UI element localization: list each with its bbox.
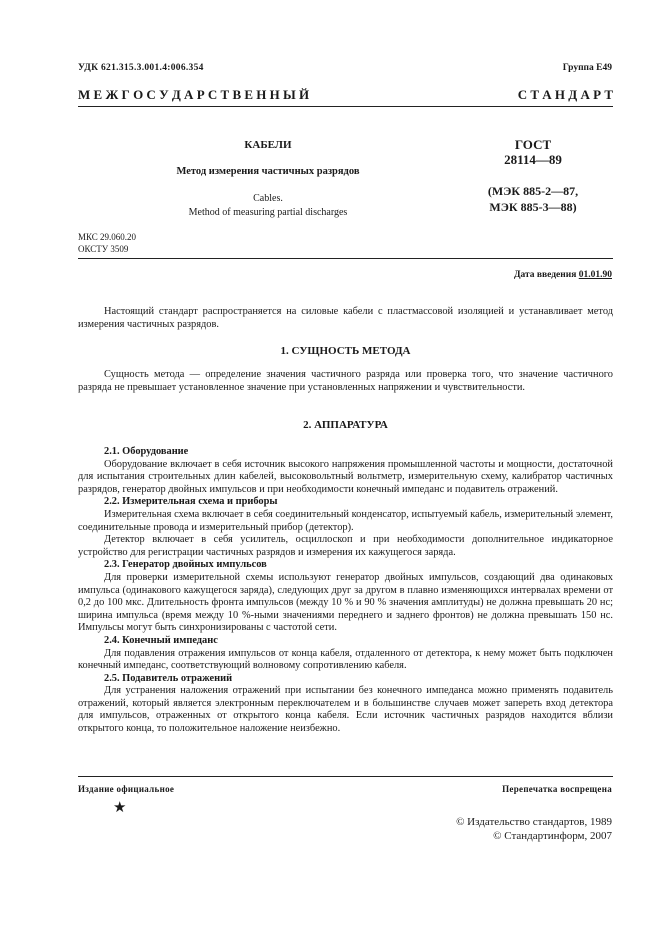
copyright-publisher: © Издательство стандартов, 1989 — [456, 816, 612, 828]
effective-date-value: 01.01.90 — [578, 270, 612, 280]
clause-2-5-heading: 2.5. Подавитель отражений — [104, 672, 233, 684]
clause-2-4-heading: 2.4. Конечный импеданс — [104, 634, 218, 646]
clause-2-1-text: Оборудование включает в себя источник высокого напряжения промышленной частоты и мощности, достаточной для испытания строительных длин кабелей, высоковольтный вольтметр, измерительную схему, калибратор частичных разрядов, генератор двойных импульсов и при необходимости конечный импеданс и подавитель отражений. — [78, 458, 613, 495]
mks-code: МКС 29.060.20 — [78, 232, 137, 242]
standard-banner — [78, 87, 613, 103]
official-edition: Издание официальное — [78, 784, 175, 794]
iec-reference-1: (МЭК 885-2—87, — [487, 184, 579, 198]
clause-2-3-text: Для проверки измерительной схемы используют генератор двойных импульсов, создающий два одинаковых импульса (одинакового кажущегося заряда), следующих друг за другом в плавно изменяющихся интервалах времени от 0,2 до 100 мкс. Длительность фронта импульсов (между 10 % и 90 % значения амплитуды) не должна превышать 20 нс; ширина импульса (время между 10 %-ными значениями переднего и заднего фронтов) не должна превышать 150 нс. Импульсы могут быть синхронизированы с частотой сети. — [78, 571, 613, 634]
reprint-prohibited: Перепечатка воспрещена — [502, 784, 612, 794]
clause-2-2-heading: 2.2. Измерительная схема и приборы — [104, 496, 278, 508]
section-2-title: 2. АППАРАТУРА — [303, 419, 388, 431]
doc-title: КАБЕЛИ — [244, 139, 292, 151]
gost-number: 28114—89 — [504, 152, 562, 167]
clause-2-2-text-1: Измерительная схема включает в себя соединительный конденсатор, испытуемый кабель, измерительный элемент, соединительные провода и измерительный прибор (детектор). — [78, 508, 613, 533]
banner-word-interstate: М Е Ж Г О С У Д А Р С Т В Е Н Н Ы Й — [78, 87, 310, 102]
okstu-code: ОКСТУ 3509 — [78, 244, 129, 254]
header-divider — [78, 106, 613, 107]
footer-divider — [78, 776, 613, 777]
star-icon: ★ — [113, 800, 127, 816]
clause-2-5-text: Для устранения наложения отражений при испытании без конечного импеданса можно применять подавитель отражений, который является электронным переключателем и в большинстве случаев может запереть вход детектора для импульсов, отраженных от открытого конца кабеля. Если источник частичных разрядов находится вблизи открытого конца, то положительное наложение неизбежно. — [78, 685, 613, 735]
section-2-body — [78, 446, 613, 736]
gost-label: ГОСТ — [514, 137, 552, 152]
clause-2-4-text: Для подавления отражения импульсов от конца кабеля, отдаленного от детектора, к нему может быть подключен конечный импеданс, соответствующий волновому сопротивлению кабеля. — [78, 647, 613, 672]
section-1-body — [78, 369, 613, 394]
clause-2-1-heading: 2.1. Оборудование — [104, 446, 189, 457]
group-code: Группа Е49 — [562, 63, 612, 73]
clause-2-2-text-2: Детектор включает в себя усилитель, осциллоскоп и при необходимости дополнительное индикаторное устройство для регистрации частичных разрядов и измерения их кажущегося заряда. — [78, 534, 613, 558]
effective-date — [514, 270, 612, 280]
doc-title-en: Cables. — [253, 193, 283, 204]
doc-subtitle-en: Method of measuring partial discharges — [188, 207, 348, 218]
copyright-standartinform: © Стандартинформ, 2007 — [493, 830, 612, 842]
iec-reference-2: МЭК 885-3—88) — [489, 200, 577, 214]
udk-code: УДК 621.315.3.001.4:006.354 — [78, 63, 204, 73]
section-1-text: Сущность метода — определение значения частичного разряда или проверка того, что значение частичного разряда не превышает установленное значение при установленных напряжении и чувствительности. — [78, 369, 613, 393]
clause-2-3-heading: 2.3. Генератор двойных импульсов — [104, 559, 267, 571]
section-1-title: 1. СУЩНОСТЬ МЕТОДА — [280, 345, 411, 357]
effective-date-label: Дата введения — [513, 270, 577, 280]
classification-divider — [78, 258, 613, 259]
banner-word-standard: С Т А Н Д А Р Т — [517, 87, 613, 102]
doc-subtitle: Метод измерения частичных разрядов — [176, 166, 360, 177]
intro-text: Настоящий стандарт распространяется на силовые кабели с пластмассовой изоляцией и устанавливает метод измерения частичных разрядов. — [78, 306, 613, 330]
intro-paragraph — [78, 306, 613, 331]
